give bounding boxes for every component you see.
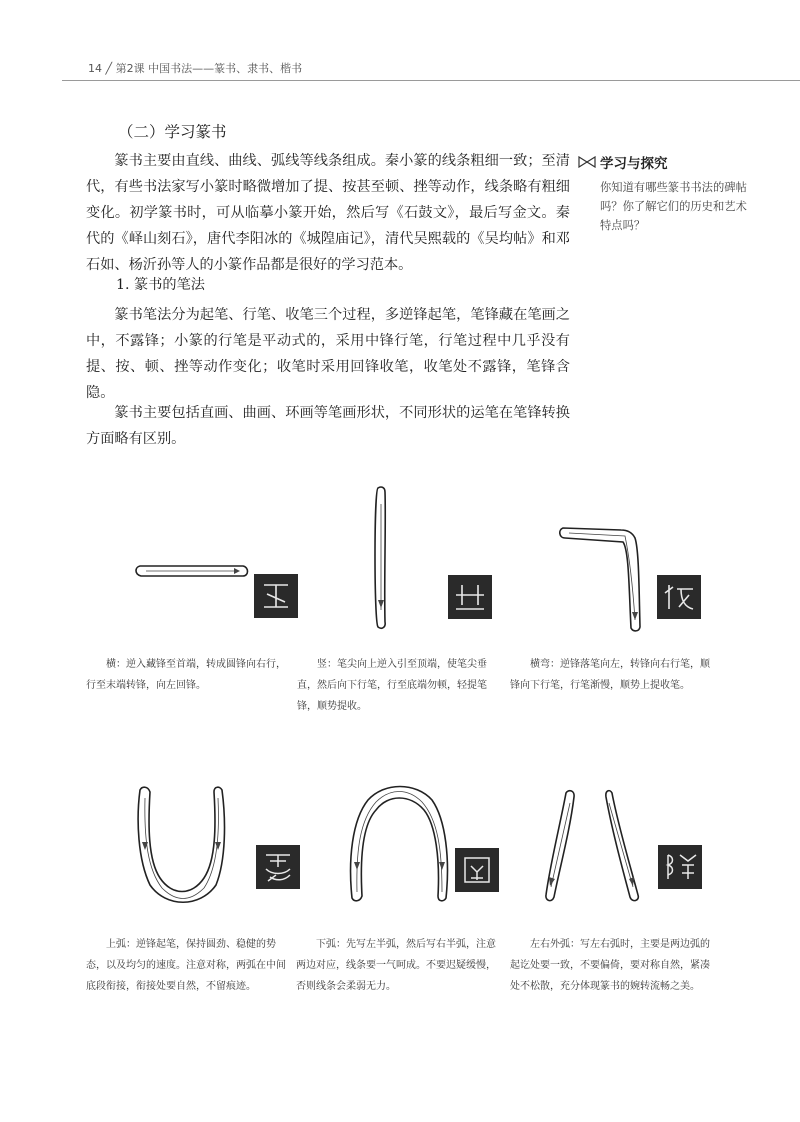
caption-shanghu: 上弧：逆锋起笔，保持圆劲、稳健的势态，以及均匀的速度。注意对称，两弧在中间底段衔接，衔接处要自然，不留痕迹。 <box>86 939 286 992</box>
header-rule <box>62 80 800 81</box>
sidebar-text: 你知道有哪些篆书书法的碑帖吗？你了解它们的历史和艺术特点吗？ <box>600 181 747 232</box>
paragraph-brushwork: 篆书笔法分为起笔、行笔、收笔三个过程，多逆锋起笔，笔锋藏在笔画之中，不露锋；小篆的行笔是平动式的，采用中锋行笔，行笔过程中几乎没有提、按、顿、挫等动作变化；收笔时采用回锋收笔，收笔处不露锋，笔锋含隐。 <box>86 307 570 401</box>
sidebar-heading <box>578 152 748 172</box>
seal-character-4 <box>256 845 300 889</box>
seal-character-2 <box>448 575 492 619</box>
shanghu-stroke-figure <box>128 780 238 910</box>
sidebar-title: 学习与探究 <box>600 156 668 172</box>
caption-heng: 横：逆入藏锋至首端，转成圆锋向右行，行至末端转锋，向左回锋。 <box>86 659 286 691</box>
sidebar-explore <box>578 152 748 235</box>
seal-character-1 <box>254 574 298 618</box>
subheading-brushwork: 1. 篆书的笔法 <box>116 277 205 293</box>
zuoyouwaihu-stroke-figure <box>540 785 650 905</box>
caption-hengwan: 横弯：逆锋落笔向左，转锋向右行笔，顺锋向下行笔，行笔渐慢，顺势上提收笔。 <box>510 659 710 691</box>
bowtie-icon <box>578 156 596 168</box>
seal-character-6 <box>658 845 702 889</box>
caption-shu: 竖：笔尖向上逆入引至顶端，使笔尖垂直，然后向下行笔，行至底端勿顿，轻提笔锋，顺势提收。 <box>297 659 487 712</box>
running-header: 14 ╱ 第2课 中国书法——篆书、隶书、楷书 <box>88 62 303 75</box>
caption-zuoyouwaihu: 左右外弧：写左右弧时，主要是两边弧的起讫处要一致，不要偏倚，要对称自然，紧凑处不松散，充分体现篆书的婉转流畅之美。 <box>510 939 710 992</box>
section-title: （二）学习篆书 <box>118 123 227 141</box>
shu-stroke-figure <box>366 482 396 632</box>
heng-stroke-figure <box>130 555 255 590</box>
caption-xiahu: 下弧：先写左半弧，然后写右半弧，注意两边对应，线条要一气呵成。不要迟疑缓慢，否则线条会柔弱无力。 <box>296 939 496 992</box>
paragraph-strokes: 篆书主要包括直画、曲画、环画等笔画形状，不同形状的运笔在笔锋转换方面略有区别。 <box>86 405 570 447</box>
xiahu-stroke-figure <box>342 780 457 905</box>
seal-character-3 <box>657 575 701 619</box>
hengwan-stroke-figure <box>555 520 650 635</box>
paragraph-intro: 篆书主要由直线、曲线、弧线等线条组成。秦小篆的线条粗细一致；至清代，有些书法家写小篆时略微增加了提、按甚至顿、挫等动作，线条略有粗细变化。初学篆书时，可从临摹小篆开始，然后写《石鼓文》，最后写金文。秦代的《峄山刻石》，唐代李阳冰的《城隍庙记》，清代吴熙载的《吴均帖》和邓石如、杨沂孙等人的小篆作品都是很好的学习范本。 <box>86 153 570 273</box>
seal-character-5 <box>455 848 499 892</box>
